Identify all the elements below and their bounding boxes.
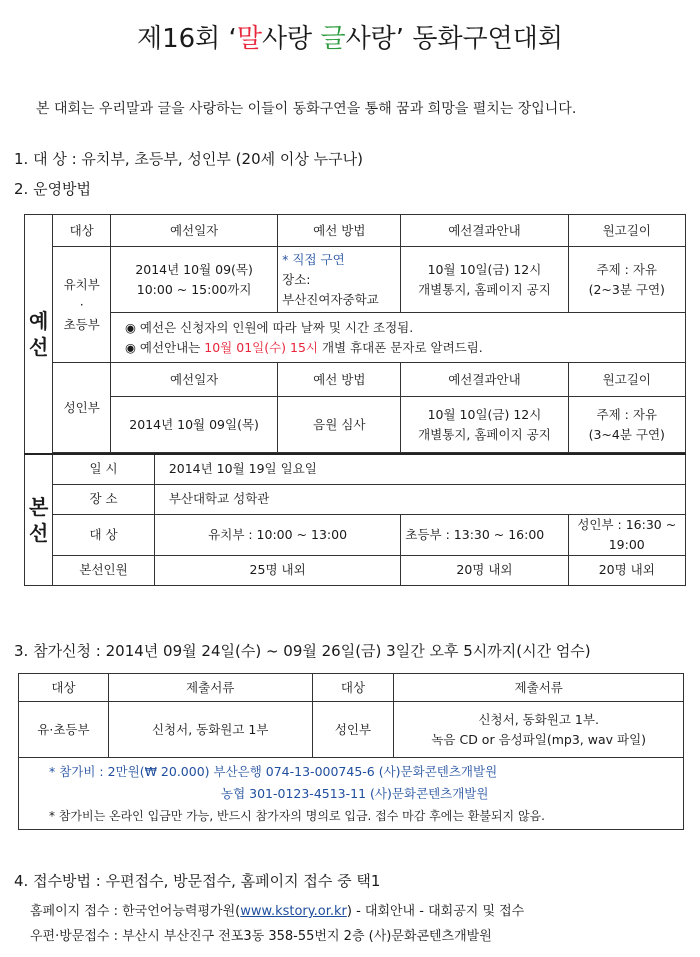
prelim-adult-date: 2014년 10월 09일(목) [111,397,278,453]
final-adult-time: 성인부 : 16:30 ~ 19:00 [568,514,686,555]
prelim-kids-date: 2014년 10월 09(목) 10:00 ~ 15:00까지 [111,247,278,313]
prelim-header-result: 예선결과안내 [401,215,568,247]
apply-docs-adult: 신청서, 동화원고 1부. 녹음 CD or 음성파일(mp3, wav 파일) [394,702,684,758]
prelim-kids-group: 유치부 · 초등부 [53,247,111,363]
fee-line-2: 농협 301-0123-4513-11 (사)문화콘텐츠개발원 [221,785,489,801]
section-1: 1. 대 상 : 유치부, 초등부, 성인부 (20세 이상 누구나) [14,150,363,168]
apply-header-docs-2: 제출서류 [394,674,684,702]
website-link[interactable]: www.kstory.or.kr [240,904,347,919]
prelim-header-target: 대상 [53,215,111,247]
mail-apply: 우편·방문접수 : 부산시 부산진구 전포3동 358-55번지 2층 (사)문화콘텐츠개발원 [30,929,492,944]
web-apply: 홈페이지 접수 : 한국언어능력평가원(www.kstory.or.kr) - 대회안내 - 대회공지 및 접수 [30,904,525,919]
prelim-header-length: 원고길이 [568,215,686,247]
title-mid1: 사랑 [261,24,321,54]
prelim-adult-header-length: 원고길이 [568,363,686,397]
schedule-table [24,214,686,586]
apply-header-target-2: 대상 [312,674,394,702]
apply-header-docs-1: 제출서류 [108,674,312,702]
prelim-adult-header-result: 예선결과안내 [401,363,568,397]
final-count-elem: 20명 내외 [401,555,568,585]
apply-group-adult: 성인부 [312,702,394,758]
section-2: 2. 운영방법 [14,180,92,198]
intro-text: 본 대회는 우리말과 글을 사랑하는 이들이 동화구연을 통해 꿈과 희망을 펼치는 장입니다. [36,101,577,117]
final-count-adult: 20명 내외 [568,555,686,585]
application-table [18,673,684,830]
fee-info [19,758,684,830]
apply-docs-kids: 신청서, 동화원고 1부 [108,702,312,758]
prelim-header-method: 예선 방법 [278,215,401,247]
prelim-adult-length: 주제 : 자유 (3~4분 구연) [568,397,686,453]
final-place-value: 부산대학교 성학관 [154,484,685,514]
prelim-adult-header-date: 예선일자 [111,363,278,397]
final-elem-time: 초등부 : 13:30 ~ 16:00 [401,514,568,555]
title-suffix: 사랑’ 동화구연대회 [345,24,564,54]
prelim-kids-result: 10월 10일(금) 12시 개별통지, 홈페이지 공지 [401,247,568,313]
fee-line-3: * 참가비는 온라인 입금만 가능, 반드시 참가자의 명의로 입금. 접수 마감 후에는 환불되지 않음. [49,808,545,823]
apply-group-kids: 유·초등부 [19,702,109,758]
page-title [0,18,700,55]
title-mal: 말 [236,24,262,54]
title-geul: 글 [320,24,346,54]
fee-line-1: * 참가비 : 2만원(₩ 20.000) 부산은행 074-13-000745-6 (사)문화콘텐츠개발원 [49,763,498,779]
section-4: 4. 접수방법 : 우편접수, 방문접수, 홈페이지 접수 중 택1 [14,872,381,890]
prelim-kids-method: * 직접 구연 장소: 부산진여자중학교 [278,247,401,313]
prelim-notes: ◉ 예선은 신청자의 인원에 따라 날짜 및 시간 조정됨. ◉ 예선안내는 10월 01일(수) 15시 개별 휴대폰 문자로 알려드림. [111,313,686,363]
prelim-label: 예 선 [25,215,53,455]
final-count-kids: 25명 내외 [154,555,401,585]
final-date-value: 2014년 10월 19일 일요일 [154,454,685,484]
final-count-label: 본선인원 [53,555,154,585]
title-prefix: 제16회 ‘ [136,24,237,54]
apply-header-target-1: 대상 [19,674,109,702]
final-date-label: 일 시 [53,454,154,484]
prelim-adult-method: 음원 심사 [278,397,401,453]
final-kids-time: 유치부 : 10:00 ~ 13:00 [154,514,401,555]
final-place-label: 장 소 [53,484,154,514]
prelim-adult-result: 10월 10일(금) 12시 개별통지, 홈페이지 공지 [401,397,568,453]
prelim-adult-header-method: 예선 방법 [278,363,401,397]
section-3: 3. 참가신청 : 2014년 09월 24일(수) ~ 09월 26일(금) 3일간 오후 5시까지(시간 엄수) [14,642,591,660]
final-label: 본 선 [25,454,53,585]
prelim-header-date: 예선일자 [111,215,278,247]
prelim-adult-group: 성인부 [53,363,111,453]
prelim-kids-length: 주제 : 자유 (2~3분 구연) [568,247,686,313]
final-target-label: 대 상 [53,514,154,555]
